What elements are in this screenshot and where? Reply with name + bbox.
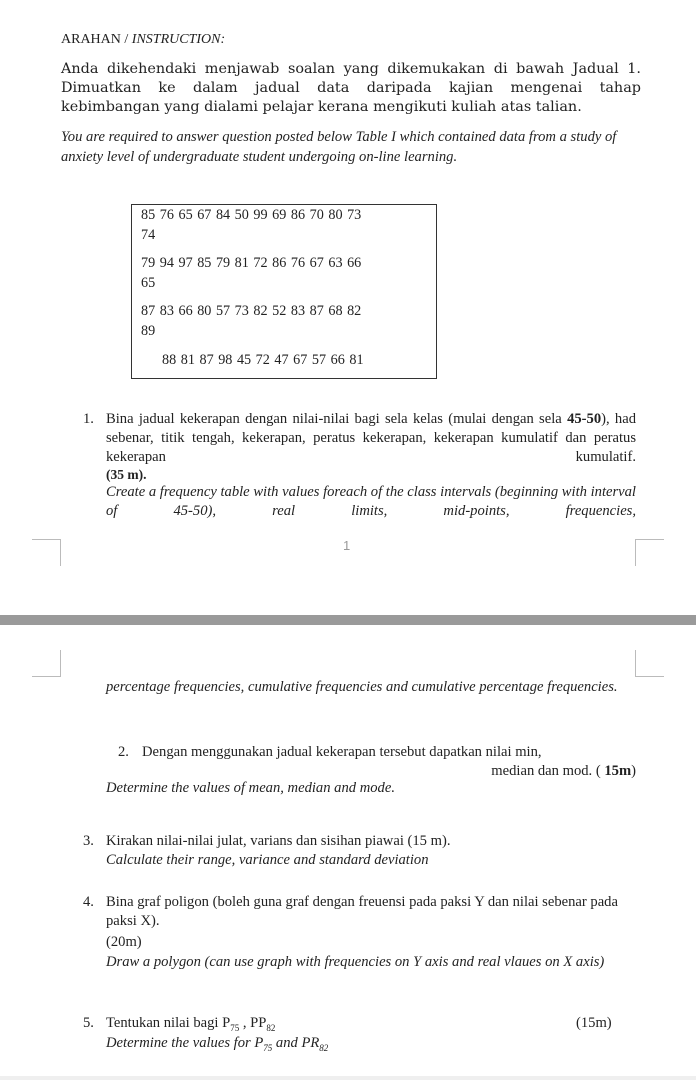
- q4-english: Draw a polygon (can use graph with frequencies on Y axis and real vlaues on X axis): [106, 954, 605, 970]
- q1-malay: [106, 410, 636, 467]
- q5-english-sub1: 75: [263, 1042, 273, 1053]
- q5-marks: (15m): [576, 1015, 612, 1031]
- q4-marks: (20m): [106, 934, 142, 950]
- page-bottom-edge: [0, 1076, 696, 1080]
- q2-malay-b: median dan mod. (: [491, 763, 605, 779]
- q3-english: Calculate their range, variance and standard deviation: [106, 852, 429, 868]
- q1-malay-interval: 45-50: [567, 411, 602, 427]
- q1-marks: (35 m).: [106, 467, 147, 482]
- page-corner-mark: [32, 650, 61, 677]
- q1-english-part1: Create a frequency table with values foreach of the class intervals (beginning with interval of 45-50), real limits, mid-points, frequencies,: [106, 484, 636, 519]
- q2-number: 2.: [118, 744, 129, 760]
- page-separator: [0, 615, 696, 625]
- q5-malay-prefix: Tentukan nilai bagi P: [106, 1015, 231, 1031]
- page-corner-mark: [635, 650, 664, 677]
- data-row: 88 81 87 98 45 72 47 67 57 66 81: [162, 352, 364, 368]
- q3-malay: Kirakan nilai-nilai julat, varians dan sisihan piawai (15 m).: [106, 833, 451, 849]
- instruction-heading: [61, 32, 225, 48]
- data-row: 87 83 66 80 57 73 82 52 83 87 68 82: [141, 303, 362, 319]
- q5-malay-sub2: 82: [266, 1022, 276, 1033]
- data-row: 65: [141, 275, 156, 291]
- intro-malay: Anda dikehendaki menjawab soalan yang dikemukakan di bawah Jadual 1. Dimuatkan ke dalam jadual data daripada kajian mengenai tahap kebimbangan yang dialami pelajar kerana mengikuti kuliah atas talian.: [61, 61, 641, 115]
- q5-english-prefix: Determine the values for P: [106, 1035, 264, 1051]
- data-row: 85 76 65 67 84 50 99 69 86 70 80 73: [141, 207, 362, 223]
- page-corner-mark: [635, 539, 664, 566]
- data-table: [131, 204, 437, 379]
- q2-marks: 15m: [604, 763, 632, 779]
- q1-malay-a: Bina jadual kekerapan dengan nilai-nilai bagi sela kelas (mulai dengan sela: [106, 411, 568, 427]
- page-number: 1: [343, 538, 351, 553]
- q2-malay-line1: Dengan menggunakan jadual kekerapan tersebut dapatkan nilai min,: [142, 744, 542, 760]
- q4-malay: Bina graf poligon (boleh guna graf dengan freuensi pada paksi Y dan nilai sebenar pada paksi X).: [106, 894, 618, 929]
- data-row: 74: [141, 227, 156, 243]
- data-row: 79 94 97 85 79 81 72 86 76 67 63 66: [141, 255, 362, 271]
- q2-english: Determine the values of mean, median and mode.: [106, 780, 395, 796]
- q1-number: 1.: [83, 411, 94, 427]
- q2-malay-c: ): [631, 763, 636, 779]
- q5-english: [106, 1034, 328, 1058]
- q5-malay-mid: , PP: [239, 1015, 267, 1031]
- intro-english: You are required to answer question posted below Table I which contained data from a study of anxiety level of undergraduate student undergoing on-line learning.: [61, 129, 617, 165]
- q5-malay-sub1: 75: [230, 1022, 240, 1033]
- page-corner-mark: [32, 539, 61, 566]
- q1-malay-c: ), had sebenar, titik tengah, kekerapan, peratus kekerapan, kekerapan kumulatif dan peratus kekerapan kumulatif.: [106, 411, 637, 465]
- heading-english: INSTRUCTION:: [131, 32, 226, 47]
- q5-english-mid: and PR: [272, 1035, 320, 1051]
- q1-english-part2: percentage frequencies, cumulative frequencies and cumulative percentage frequencies.: [106, 679, 618, 695]
- heading-malay: ARAHAN /: [61, 32, 132, 47]
- q5-english-sub2: 82: [319, 1042, 329, 1053]
- q3-number: 3.: [83, 833, 94, 849]
- q5-number: 5.: [83, 1015, 94, 1031]
- q4-number: 4.: [83, 894, 94, 910]
- data-row: 89: [141, 323, 156, 339]
